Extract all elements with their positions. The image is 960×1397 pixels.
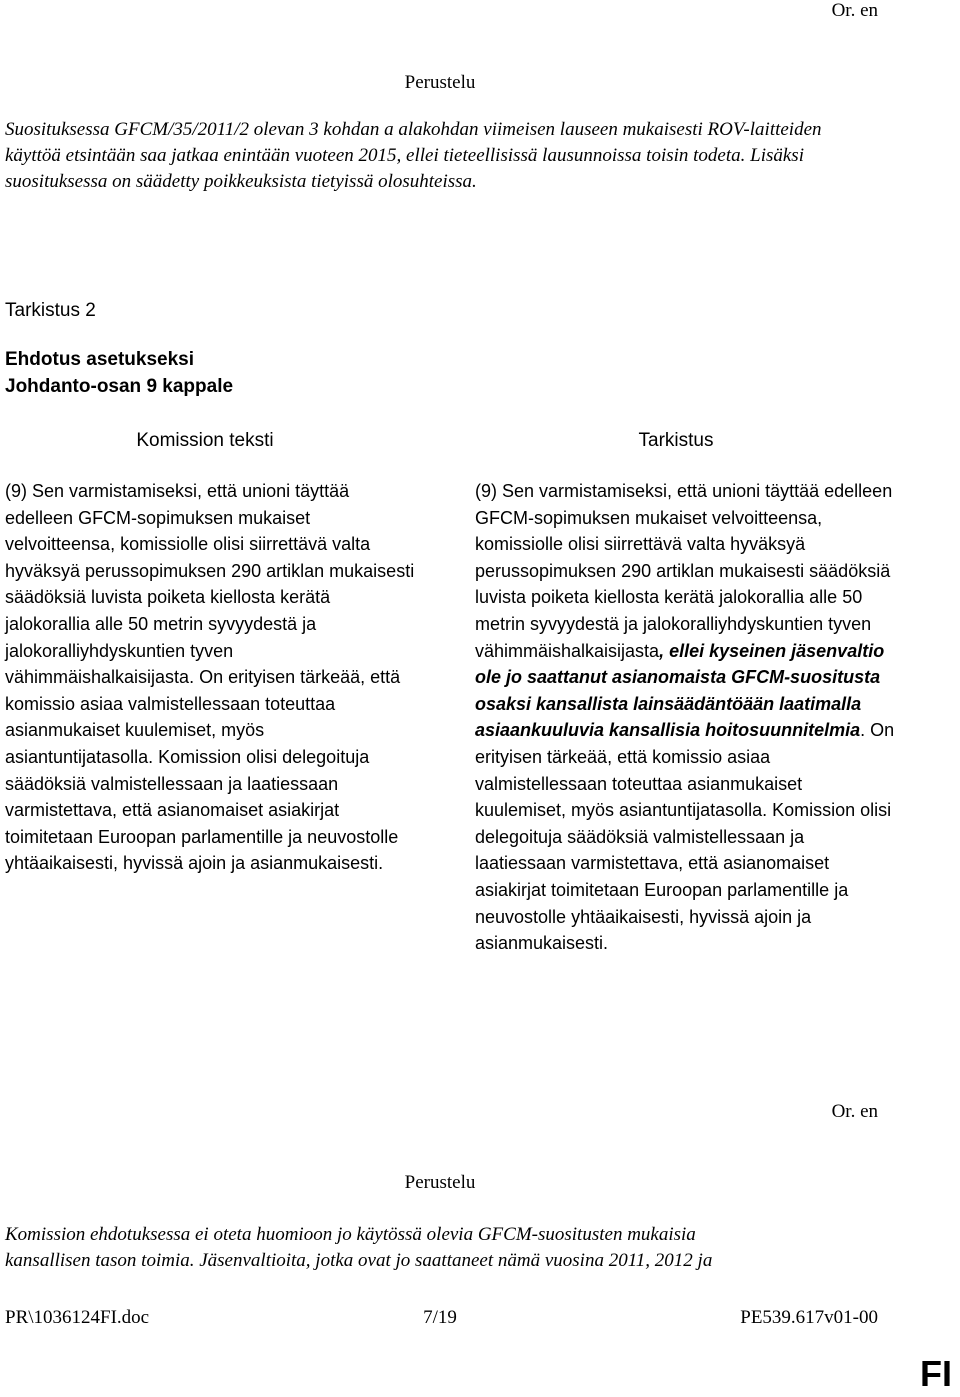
justification-title: Perustelu [404,72,476,93]
justification-text-2-line2: kansallisen tason toimia. Jäsenvaltioita, jotka ovat jo saattaneet nämä vuosina 2011, 2012 ja [5,1250,713,1271]
language-mark: FI [920,1353,952,1394]
amendment-text-part-a: (9) Sen varmistamiseksi, että unioni täyttää edelleen GFCM-sopimuksen mukaiset velvoitteensa, komissiolle olisi siirrettävä valta hyväksyä perussopimuksen 290 artiklan mukaisesti säädöksiä luvista poiketa kiellosta kerätä jalokorallia alle 50 metrin syvyydestä ja jalokoralliyhdyskuntien tyven vähimmäishalkaisijasta [475,481,893,661]
footer-page-number: 7/19 [423,1307,457,1328]
left-column-heading: Komission teksti [136,430,274,451]
justification-text: Suosituksessa GFCM/35/2011/2 olevan 3 kohdan a alakohdan viimeisen lauseen mukaisesti ROV-laitteiden käyttöä etsintään saa jatkaa enintään vuoteen 2015, ellei tieteellisissä lausunnoissa toisin todeta. Lisäksi suosituksessa on säädetty poikkeuksista tietyissä olosuhteissa. [5,119,822,192]
amendment-text-part-c: . On erityisen tärkeää, että komissio asiaa valmistellessaan toteuttaa asianmukaiset kuulemiset, myös asiantuntijatasolla. Komission olisi delegoituja säädöksiä valmistellessaan ja laatiessaan varmistettava, että asianomaiset asiakirjat toimitetaan Euroopan parlamentille ja neuvostolle yhtäaikaisesti, hyvissä ajoin ja asianmukaisesti. [475,720,895,954]
commission-text: (9) Sen varmistamiseksi, että unioni täyttää edelleen GFCM-sopimuksen mukaiset velvoitteensa, komissiolle olisi siirrettävä valta hyväksyä perussopimuksen 290 artiklan mukaisesti säädöksiä luvista poiketa kiellosta kerätä jalokorallia alle 50 metrin syvyydestä ja jalokoralliyhdyskuntien tyven vähimmäishalkaisijasta. On erityisen tärkeää, että komissio asiaa valmistellessaan toteuttaa asianmukaiset kuulemiset, myös asiantuntijatasolla. Komission olisi delegoituja säädöksiä valmistellessaan ja laatiessaan varmistettava, että asianomaiset asiakirjat toimitetaan Euroopan parlamentille ja neuvostolle yhtäaikaisesti, hyvissä ajoin ja asianmukaisesti. [5,481,415,874]
original-language-bottom: Or. en [831,1101,878,1122]
amendment-number: Tarkistus 2 [5,300,96,321]
footer-doc-ref: PR\1036124FI.doc [5,1307,150,1328]
amendment-text [475,478,895,957]
justification-text-2-line1: Komission ehdotuksessa ei oteta huomioon jo käytössä olevia GFCM-suositusten mukaisia [5,1224,696,1245]
amendment-proposal: Ehdotus asetukseksi [5,349,195,370]
amendment-inserted-text: , ellei kyseinen jäsenvaltio ole jo saattanut asianomaista GFCM-suositusta osaksi kansallista lainsäädäntöään laatimalla asiaankuuluvia kansallisia hoitosuunnitelmia [475,640,885,741]
justification-title-2: Perustelu [404,1172,476,1193]
right-column-heading: Tarkistus [638,430,714,451]
original-language-top: Or. en [831,0,878,21]
footer-pe-number: PE539.617v01-00 [740,1307,878,1328]
amendment-recital: Johdanto-osan 9 kappale [5,376,234,397]
